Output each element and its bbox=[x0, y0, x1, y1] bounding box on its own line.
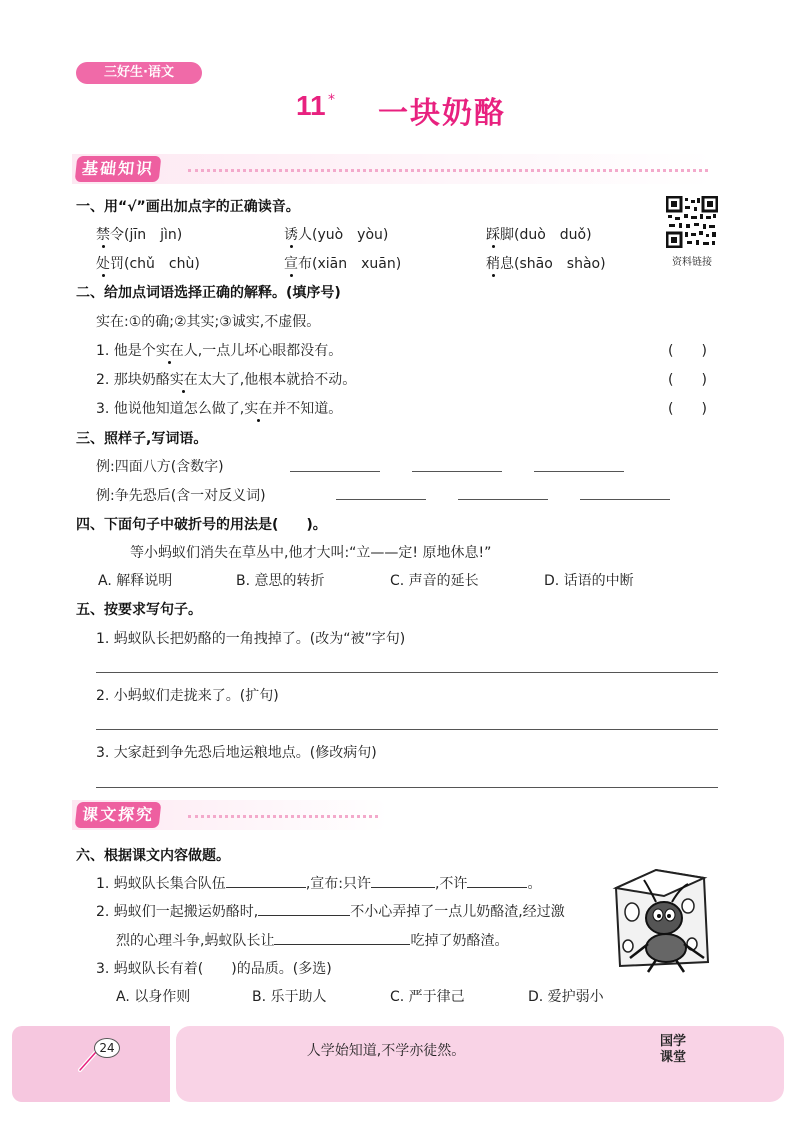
sentence-text: 并不知道。 bbox=[272, 401, 343, 417]
q5-item-3: 3. 大家赶到争先恐后地运粮地点。(修改病句) bbox=[96, 745, 377, 761]
q2-sentence-1 bbox=[96, 340, 342, 360]
q5-item-1: 1. 蚂蚁队长把奶酪的一角拽掉了。(改为“被”字句) bbox=[96, 631, 406, 647]
q6-option-b[interactable]: B. 乐于助人 bbox=[252, 989, 327, 1005]
answer-paren-2[interactable]: ( ) bbox=[668, 372, 707, 388]
answer-blank[interactable] bbox=[290, 471, 380, 472]
sentence-text: 。 bbox=[527, 876, 542, 892]
q6-line-4: 3. 蚂蚁队长有着( )的品质。(多选) bbox=[96, 961, 332, 977]
section-title-basic: 基础知识 bbox=[75, 156, 162, 182]
q6-option-c[interactable]: C. 严于律己 bbox=[390, 989, 465, 1005]
answer-line[interactable] bbox=[96, 787, 718, 788]
answer-blank[interactable] bbox=[258, 901, 350, 916]
q4-option-b[interactable]: B. 意思的转折 bbox=[236, 573, 325, 589]
answer-paren-3[interactable]: ( ) bbox=[668, 401, 707, 417]
q6-line-1 bbox=[96, 873, 541, 893]
question-2-title: 二、给加点词语选择正确的解释。(填序号) bbox=[76, 285, 341, 301]
q2-sentence-3 bbox=[96, 398, 342, 418]
answer-blank[interactable] bbox=[371, 873, 435, 888]
answer-blank[interactable] bbox=[226, 873, 306, 888]
pinyin-options: 人(yuò yòu) bbox=[298, 227, 389, 243]
q3-example-2: 例:争先恐后(含一对反义词) bbox=[96, 488, 266, 504]
dotted-word: 实在 bbox=[244, 401, 273, 417]
pinyin-options: 令(jīn jìn) bbox=[110, 227, 183, 243]
answer-blank[interactable] bbox=[458, 499, 548, 500]
section-divider bbox=[188, 815, 378, 818]
lesson-number: 11 bbox=[296, 90, 326, 121]
answer-blank[interactable] bbox=[336, 499, 426, 500]
q1-item-5 bbox=[284, 253, 401, 273]
dotted-char: 诱 bbox=[284, 227, 298, 243]
q6-line-2 bbox=[96, 901, 565, 921]
qr-code-icon[interactable] bbox=[666, 196, 718, 248]
qr-caption: 资料链接 bbox=[672, 257, 712, 268]
q4-option-c[interactable]: C. 声音的延长 bbox=[390, 573, 479, 589]
sentence-text: 烈的心理斗争,蚂蚁队长让 bbox=[116, 933, 275, 949]
answer-blank[interactable] bbox=[274, 930, 410, 945]
sentence-text: 2. 蚂蚁们一起搬运奶酪时, bbox=[96, 904, 259, 920]
answer-blank[interactable] bbox=[412, 471, 502, 472]
ant-cheese-illustration bbox=[608, 866, 720, 976]
dotted-char: 稍 bbox=[486, 256, 500, 272]
pinyin-options: 布(xiān xuān) bbox=[298, 256, 402, 272]
pinyin-options: 息(shāo shào) bbox=[500, 256, 606, 272]
q2-definition: 实在:①的确;②其实;③诚实,不虚假。 bbox=[96, 314, 321, 330]
section-title-explore: 课文探究 bbox=[75, 802, 162, 828]
footer-logo bbox=[660, 1034, 686, 1066]
question-6-title: 六、根据课文内容做题。 bbox=[76, 848, 230, 864]
q4-option-d[interactable]: D. 话语的中断 bbox=[544, 573, 634, 589]
sentence-text: ,不许 bbox=[434, 876, 468, 892]
q1-item-4 bbox=[96, 253, 200, 273]
answer-line[interactable] bbox=[96, 729, 718, 730]
logo-line-1: 国学 bbox=[660, 1034, 687, 1049]
question-4-title: 四、下面句子中破折号的用法是( )。 bbox=[76, 517, 327, 533]
series-badge: 三好生·语文 bbox=[76, 62, 202, 84]
q2-sentence-2 bbox=[96, 369, 356, 389]
sentence-text: 1. 蚂蚁队长集合队伍 bbox=[96, 876, 226, 892]
answer-line[interactable] bbox=[96, 672, 718, 673]
sentence-text: ,宣布:只许 bbox=[305, 876, 371, 892]
sentence-text: 太大了,他根本就拾不动。 bbox=[197, 372, 357, 388]
page-number: 24 bbox=[94, 1038, 120, 1058]
sentence-text: 不小心弄掉了一点儿奶酪渣,经过激 bbox=[350, 904, 565, 920]
sentence-text: 2. 那块奶酪 bbox=[96, 372, 170, 388]
pinyin-options: 罚(chǔ chù) bbox=[110, 256, 200, 272]
sentence-text: 人,一点儿坏心眼都没有。 bbox=[183, 343, 343, 359]
q4-option-a[interactable]: A. 解释说明 bbox=[98, 573, 173, 589]
dotted-word: 实在 bbox=[155, 343, 184, 359]
q6-option-a[interactable]: A. 以身作则 bbox=[116, 989, 191, 1005]
sentence-text: 吃掉了奶酪渣。 bbox=[410, 933, 509, 949]
question-1-title: 一、用“√”画出加点字的正确读音。 bbox=[76, 199, 300, 215]
answer-blank[interactable] bbox=[534, 471, 624, 472]
q1-item-6 bbox=[486, 253, 606, 273]
dotted-char: 处 bbox=[96, 256, 110, 272]
question-3-title: 三、照样子,写词语。 bbox=[76, 431, 208, 447]
dotted-word: 实在 bbox=[169, 372, 198, 388]
answer-paren-1[interactable]: ( ) bbox=[668, 343, 707, 359]
lesson-star: * bbox=[328, 92, 335, 108]
pinyin-options: 脚(duò duǒ) bbox=[500, 227, 592, 243]
dotted-char: 宣 bbox=[284, 256, 298, 272]
q1-item-1 bbox=[96, 224, 182, 244]
question-5-title: 五、按要求写句子。 bbox=[76, 602, 202, 618]
answer-blank[interactable] bbox=[467, 873, 527, 888]
dotted-char: 禁 bbox=[96, 227, 110, 243]
answer-blank[interactable] bbox=[580, 499, 670, 500]
footer-motto: 人学始知道,不学亦徒然。 bbox=[306, 1043, 466, 1059]
q1-item-3 bbox=[486, 224, 592, 244]
footer-main-panel bbox=[176, 1026, 784, 1102]
q6-option-d[interactable]: D. 爱护弱小 bbox=[528, 989, 604, 1005]
section-divider bbox=[188, 169, 708, 172]
dotted-char: 踩 bbox=[486, 227, 500, 243]
sentence-text: 3. 他说他知道怎么做了, bbox=[96, 401, 245, 417]
lesson-title: 一块奶酪 bbox=[378, 96, 506, 131]
q5-item-2: 2. 小蚂蚁们走拢来了。(扩句) bbox=[96, 688, 279, 704]
sentence-text: 1. 他是个 bbox=[96, 343, 156, 359]
q4-sentence: 等小蚂蚁们消失在草丛中,他才大叫:“立——定! 原地休息!” bbox=[130, 545, 492, 561]
q1-item-2 bbox=[284, 224, 388, 244]
q3-example-1: 例:四面八方(含数字) bbox=[96, 459, 224, 475]
q6-line-3 bbox=[116, 930, 508, 950]
logo-line-2: 课堂 bbox=[660, 1050, 687, 1065]
